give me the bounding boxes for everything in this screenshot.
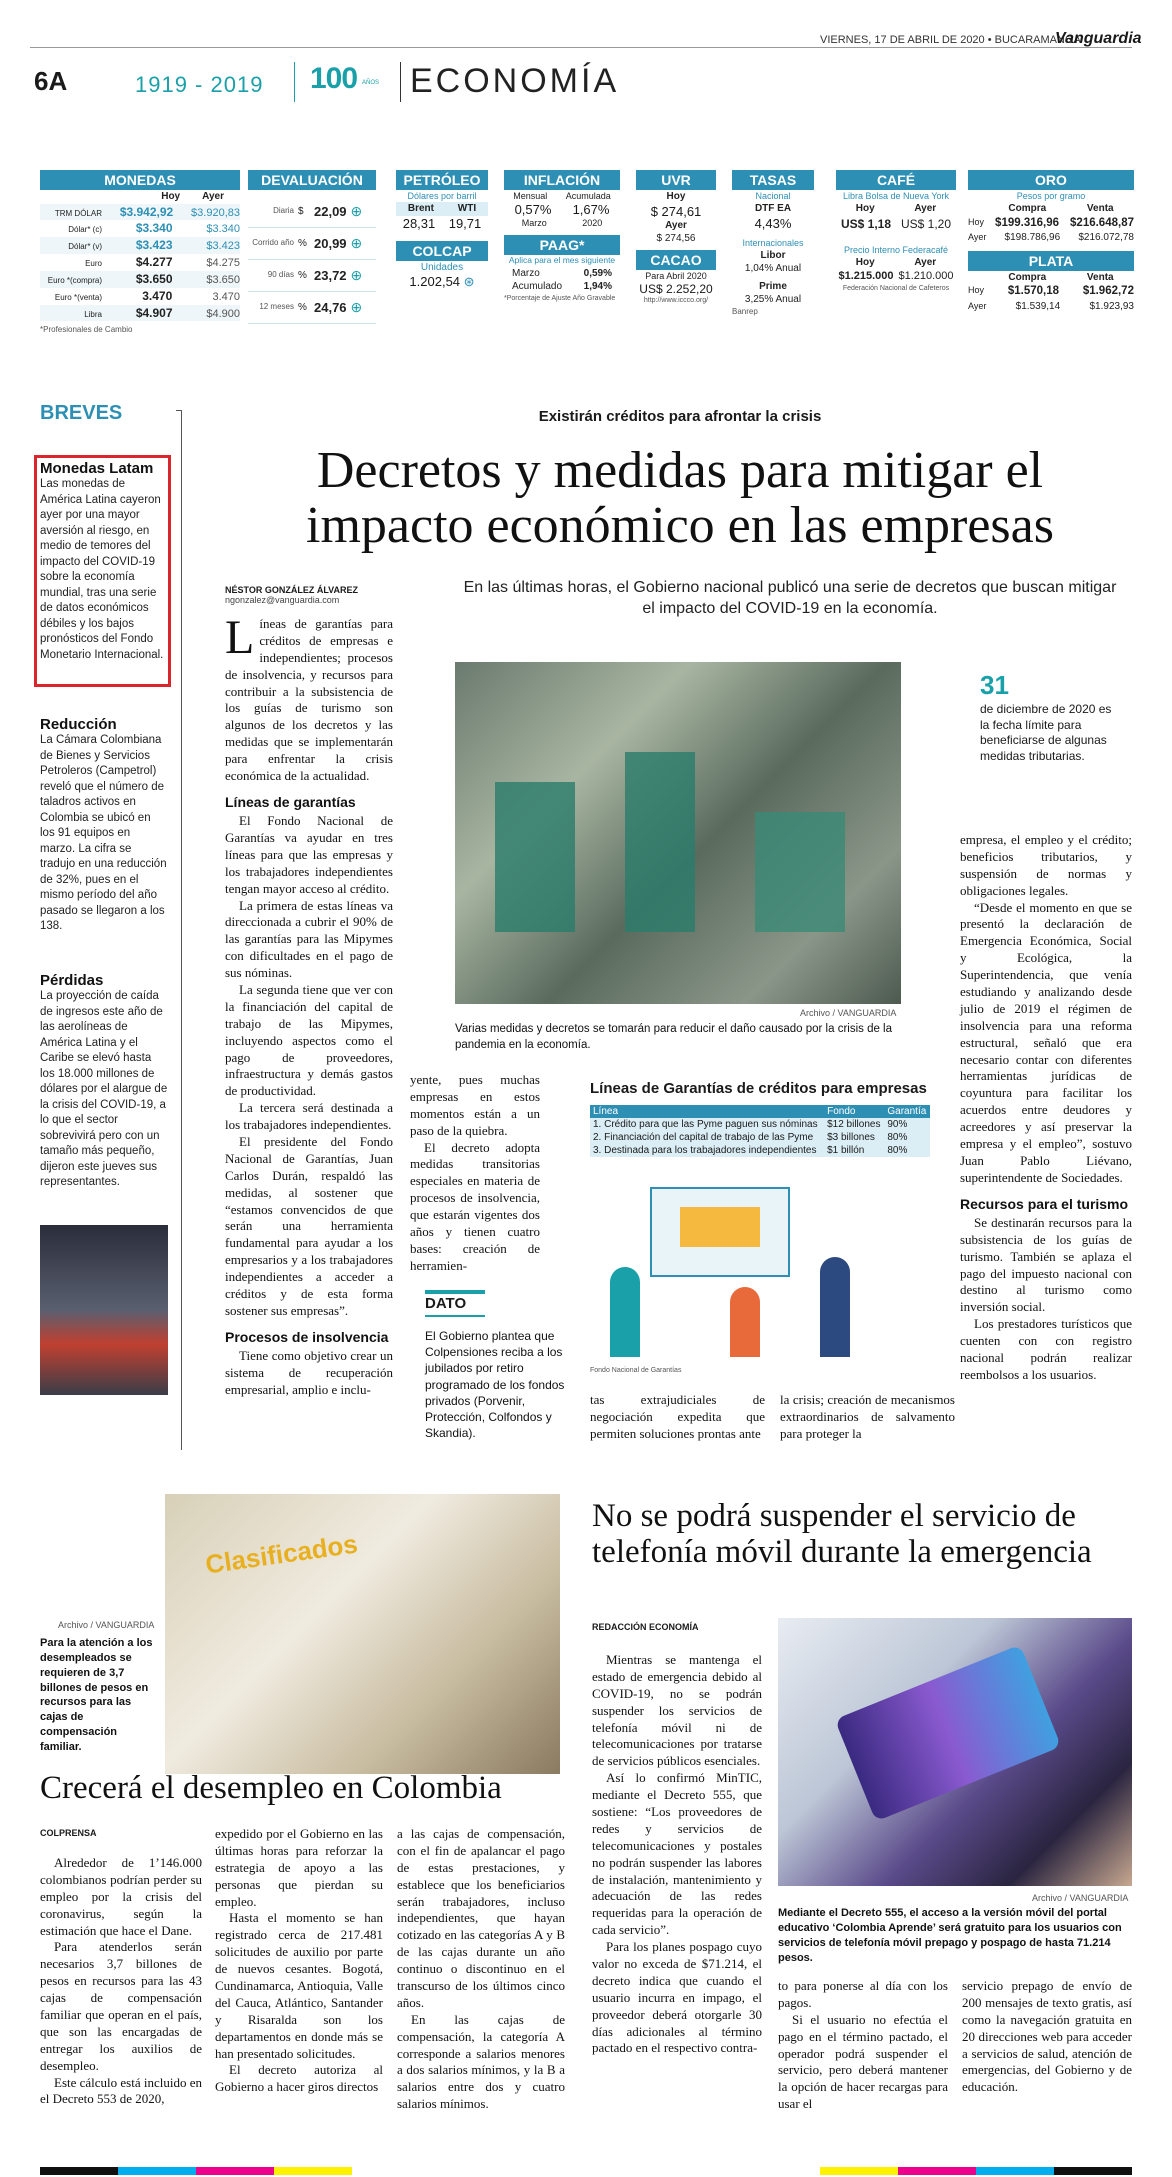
paragraph: El decreto adopta medidas transitorias especiales en materia de procesos de insolvencia, que estarán vigentes dos años y tienen cuatro bases: creación de herramien- [410,1139,540,1273]
story-col-5 [960,832,1132,1384]
cacao-value: US$ 2.252,20 [639,281,713,296]
anniversary-logo-sub: AÑOS [362,80,380,86]
breve-text: La proyección de caída de ingresos este año de las aerolíneas de América Latina y el Caribe se elevó hasta los 18.000 millones de dólares por el alargue de la crisis del COVID-19, a lo que el sector sobrevivirá pero con un tamaño más pequeño, dijeron este jueves sus representantes. [40,990,168,1189]
breve-title: Pérdidas [40,972,104,989]
devaluacion-label: Corrido año [252,238,294,248]
oro-venta-label: Venta [1086,203,1114,215]
currency-row [40,237,240,254]
anniversary-years: 1919 - 2019 [135,72,264,97]
smartphone-photo [778,1618,1132,1886]
plata-title: PLATA [968,251,1134,271]
breve-text: Las monedas de América Latina cayeron ayer por una mayor aversión al riesgo, en medio de temores del impacto del COVID-19 sobre la economía mundial, tras una serie de datos económicos débiles y los bajos pronósticos del Fondo Monetario Internacional. [40,478,164,661]
currency-row [40,305,240,322]
paag-r1-label: Marzo [512,267,540,279]
cell: 1. Crédito para que las Pyme paguen sus nóminas [593,1119,818,1130]
brent-label: Brent [407,203,434,215]
currency-ayer: $3.423 [206,240,240,253]
airplane-photo [40,1225,168,1395]
plata-hoy-venta: $1.962,72 [1082,285,1134,298]
paragraph: expedido por el Gobierno en las últimas horas para reforzar la estrategia de apoyo a las personas que pierdan su empleo. [215,1826,383,1909]
paragraph: La tercera será destinada a los trabajadores independientes. [225,1100,393,1133]
monedas-title: MONEDAS [40,170,240,190]
infographic-table [590,1105,930,1157]
dato-text: El Gobierno plantea que Colpensiones reciba a los jubilados por retiro programado de los fondos privados (Porvenir, Protección, Colfondos y Skandia). [425,1329,565,1441]
paragraph: a las cajas de compensación, con el fin de apalancar el pago de estas prestaciones, y establece que los beneficiarios serán trabajadores, incluso independientes, que hayan cotizado en las categorías A y B de las cajas durante un año continuo o discontinuo en el transcurso de los últimos cinco años. [397,1826,565,2010]
infographic-title: Líneas de Garantías de créditos para empresas [590,1080,927,1097]
desempleo-col-2 [215,1826,383,2096]
plata-hoy-label: Hoy [968,285,985,296]
devaluacion-value: 23,72 [314,267,347,283]
inflacion-col2: Acumulada [565,191,611,201]
inflacion-v1: 0,57% [514,202,552,218]
currency-ayer: $4.900 [206,307,240,320]
header-cell: Garantía [887,1106,927,1117]
telefonia-col-2 [778,1978,948,2113]
infographic-source: Fondo Nacional de Garantías [590,1367,682,1374]
photo-caption: Mediante el Decreto 555, el acceso a la versión móvil del portal educativo ‘Colombia Aprende’ será gratuito para los usuarios con servicios de telefonía móvil prepago y pospago de hasta 71.214 pesos. [778,1907,1122,1964]
paragraph: “Desde el momento en que se presentó la declaración de Emergencia Económica, Social y Ecológica, la Superintendencia, que venía estudiando y analizando desde julio de 2019 el régimen de insolvencia para una reforma estructural, señaló que era necesario contar con diferentes herramientas jurídicas de coyuntura para facilitar los acuerdos entre deudores y acreedores y así preservar la empresa y el empleo”, sostuvo Juan Pablo Liévano, superintendente de Sociedades. [960,899,1132,1185]
paragraph: yente, pues muchas empresas en estos momentos están a un paso de la quiebra. [410,1072,540,1138]
devaluacion-unit: % [298,269,307,281]
cell: 80% [887,1132,908,1143]
header-cell: Línea [593,1106,619,1117]
paragraph: En las cajas de compensación, la categoría A corresponde a salarios menores a dos salarios mínimos, y la B a salarios entre dos y cuatro salarios mínimos. [397,2011,565,2112]
story-col-3-bottom [590,1392,765,1443]
arrow-up-icon: ⊕ [350,203,363,220]
cafe-sub1: Libra Bolsa de Nueva York [842,191,950,201]
tasas-r3-name: Prime [759,280,787,292]
paragraph: La segunda tiene que ver con la financiación del capital de trabajo de las Mipymes, incluyendo aspectos como el pago de proveedores, infraestructura y demás gastos de productividad. [225,982,393,1099]
inflacion-title: INFLACIÓN [504,170,620,190]
petroleo-sub: Dólares por barril [407,191,477,201]
paragraph: Para los planes pospago cuyo valor no exceda de $71.214, el decreto indica que cuando el usuario incurra en impago, el proveedor deberá otorgarle 30 días adicionales al término pactado en el respectivo contra- [592,1939,762,2056]
breve-3 [40,972,168,1191]
fact-number: 31 [980,670,1009,700]
devaluacion-unit: $ [298,205,304,217]
breves-bracket [176,410,182,1450]
cafe-sub2: Precio Interno Federacafé [843,244,949,255]
plata-ayer-label: Ayer [968,300,987,311]
infographic-illustration [590,1167,930,1367]
monedas-note: *Profesionales de Cambio [40,325,133,335]
currency-row [40,254,240,271]
oro-ayer-compra: $198.786,96 [1004,232,1061,244]
fact-text: de diciembre de 2020 es la fecha límite para beneficiarse de algunas medidas tributarias. [980,702,1112,763]
currency-ayer: $3.340 [206,223,240,236]
cafe-ayer-label: Ayer [914,203,937,215]
plata-venta-label: Venta [1086,271,1114,283]
wti-value: 19,71 [448,215,482,231]
petroleo-title: PETRÓLEO [396,170,488,190]
paragraph: la crisis; creación de mecanismos extraordinarios de salvamento para proteger la [780,1392,955,1441]
oro-hoy-compra: $199.316,96 [995,216,1059,229]
paag-title: PAAG* [504,235,620,255]
currency-hoy: $4.277 [135,255,173,270]
paag-note: *Porcentaje de Ajuste Año Gravable [504,294,616,302]
plata-ayer-compra: $1.539,14 [1015,300,1061,312]
devaluacion-value: 20,99 [314,235,347,251]
paragraph: Se destinarán recursos para la subsistencia de los guías de turismo. También se aplaza el pago del impuesto nacional con destino al turismo como inversión social. [960,1214,1132,1315]
oro-hoy-venta: $216.648,87 [1070,216,1134,229]
cell: $1 billón [827,1145,865,1156]
drop-cap: L [225,611,255,664]
header-rule [30,47,1132,48]
ticker-monedas [40,170,240,336]
currency-label: Dólar* (v) [68,242,102,252]
ticker-uvr [636,170,716,305]
currency-hoy: $3.650 [135,271,173,286]
ticker-oro [968,170,1134,313]
byline-block [225,585,385,605]
paragraph: Mientras se mantenga el estado de emergencia debido al COVID-19, no se podrán suspender los servicios de telefonía móvil ni de telecomunicaciones por tratarse de servicios públicos esenciales. [592,1652,762,1769]
currency-ayer: $3.920,83 [191,206,240,219]
telefonia-col-3 [962,1978,1132,2096]
tasas-r2-value: 1,04% Anual [744,263,802,275]
inflacion-col1: Mensual [513,191,548,201]
currency-ayer: $4.275 [206,257,240,270]
dato-label: DATO [425,1295,467,1312]
oro-hoy-label: Hoy [968,216,985,227]
story-col-2 [410,1072,540,1275]
uvr-ayer: $ 274,56 [656,233,696,244]
cafe-note: Federación Nacional de Cafeteros [842,285,950,293]
paragraph: Para atenderlos serán necesarios 3,7 billones de pesos en recursos para las 43 cajas de compensación familiar que operan en el país, que son las encargadas de entregar los auxilios de desempleo. [40,1939,202,2073]
divider [294,62,295,102]
brand-logo: Vanguardia [1055,30,1142,47]
currency-hoy: 3.470 [142,288,173,303]
divider [400,62,401,102]
telefonia-col-1 [592,1652,762,2057]
anniversary-logo: 100 [310,62,358,95]
colcap-sub: Unidades [420,261,464,273]
paragraph: empresa, el empleo y el crédito; beneficios tributarios, y suspensión de normas y obligaciones legales. [960,832,1132,898]
page-number: 6A [34,66,68,96]
currency-ayer: 3.470 [212,290,240,303]
cell: 2. Financiación del capital de trabajo de las Pyme [593,1132,814,1143]
cacao-sub: Para Abril 2020 [645,270,707,281]
currency-row [40,288,240,305]
breve-title: Reducción [40,716,117,733]
cell: $3 billones [827,1132,875,1143]
uvr-ayer-label: Ayer [665,219,687,231]
cafe-title: CAFÉ [836,170,956,190]
story-kicker: Existirán créditos para afrontar la crisis [538,408,822,425]
paragraph: Este cálculo está incluido en el Decreto 553 de 2020, [40,2074,203,2107]
paag-r2-label: Acumulado [512,281,563,293]
paragraph: El presidente del Fondo Nacional de Garantías, Juan Carlos Durán, respaldó las medidas, al sostener que “estamos convencidos de que serán una herramienta fundamental para ayudar a los empresarios y a los trabajadores independientes a acceder a créditos y de esta forma sostener sus empresas”. [225,1134,393,1318]
devaluacion-value: 24,76 [314,299,347,315]
subhead-insolvencia: Procesos de insolvencia [225,1328,389,1345]
arrow-down-icon: ⊛ [463,274,475,290]
paragraph: Si el usuario no efectúa el pago en el término pactado, el operador podrá suspender el servicio, pero deberá mantener la opción de hacer recargas para usar el [778,2011,948,2112]
breve-2 [40,716,168,935]
currency-label: Euro *(compra) [47,275,102,285]
cafe-hoy-label-2: Hoy [855,256,875,268]
currency-hoy: $3.423 [135,238,173,253]
arrow-up-icon: ⊕ [350,299,363,316]
cafe-hoy1: US$ 1,18 [840,216,892,231]
photo-credit: Archivo / VANGUARDIA [1032,1893,1129,1903]
currency-hoy: $3.942,92 [119,204,174,219]
colcap-title: COLCAP [396,241,488,261]
devaluacion-label: 12 meses [259,302,294,312]
dato-rule [425,1290,485,1294]
photo-caption: Varias medidas y decretos se tomarán para reducir el daño causado por la crisis de la pandemia en la economía. [455,1023,893,1051]
devaluacion-label: 90 días [267,270,294,280]
inflacion-p1: Marzo [521,218,547,229]
cell: 3. Destinada para los trabajadores independientes [593,1145,817,1156]
ticker-devaluacion [248,170,376,324]
col-ayer: Ayer [202,191,224,202]
header-cell: Fondo [827,1106,856,1117]
col-hoy: Hoy [161,191,181,202]
paragraph: Los prestadores turísticos que cuenten con con registro nacional podrán realizar reembolsos a los usuarios. [960,1316,1132,1382]
devaluacion-label: Diaria [273,206,294,216]
photo-credit: Archivo / VANGUARDIA [800,1008,897,1018]
tasas-r2-name: Libor [760,249,786,261]
oro-ayer-venta: $216.072,78 [1078,232,1134,244]
cafe-ayer2: $1.210.000 [898,270,954,283]
currency-row [40,271,240,288]
paragraph: Hasta el momento se han registrado cerca de 217.481 solicitudes de auxilio por parte de nuevos cesantes. Bogotá, Cundinamarca, Antioquia, Valle del Cauca, Atlántico, Santander y Risaralda son los departamentos en donde más se han presentado solicitudes. [215,1910,383,2061]
byline: NÉSTOR GONZÁLEZ ÁLVAREZ [225,585,359,595]
cafe-hoy-label: Hoy [855,203,875,215]
currency-label: Euro *(venta) [54,292,102,302]
oro-title: ORO [968,170,1134,190]
tasas-r3-value: 3,25% Anual [744,294,802,306]
byline-email: ngonzalez@vanguardia.com [225,595,340,605]
devaluacion-unit: % [298,237,307,249]
tasas-r1-name: DTF EA [754,203,792,215]
photo-caption: Para la atención a los desempleados se requieren de 3,7 billones de pesos en recursos para las cajas de compensación familiar. [40,1637,153,1753]
cell: $12 billones [827,1119,881,1130]
oro-compra-label: Compra [1008,203,1047,215]
uvr-title: UVR [636,170,716,190]
desempleo-col-3 [397,1826,565,2113]
paragraph: Alrededor de 1’146.000 colombianos podrían perder su empleo por la crisis del coronavirus, según la estimación que hace el Dane. [40,1855,202,1938]
story-headline: Decretos y medidas para mitigar el impacto económico en las empresas [306,442,1054,554]
inflacion-p2: 2020 [582,218,603,229]
color-bar [40,2167,1132,2175]
plata-hoy-compra: $1.570,18 [1007,285,1059,298]
currency-row [40,204,240,221]
cafe-ayer1: US$ 1,20 [900,216,952,231]
cafe-ayer-label-2: Ayer [914,256,937,268]
paragraph: La primera de estas líneas va direccionada a cubrir el 90% de las garantías para las Mipymes con dificultades en el pago de sus nóminas. [225,897,393,981]
photo-credit: Archivo / VANGUARDIA [58,1620,155,1630]
paag-r2-value: 1,94% [583,281,612,293]
tasas-r2-label: Internacionales [742,237,804,248]
cell: 90% [887,1119,908,1130]
oro-ayer-label: Ayer [968,232,987,243]
devaluacion-row [248,228,376,260]
currency-label: TRM DÓLAR [54,208,102,218]
edition-date: VIERNES, 17 DE ABRIL DE 2020 • BUCARAMANGA [820,34,1081,46]
ticker-inflacion [504,170,620,303]
tasas-r1-value: 4,43% [754,215,792,231]
paragraph: Tiene como objetivo crear un sistema de recuperación empresarial, amplio e inclu- [225,1348,393,1397]
devaluacion-row [248,196,376,228]
devaluacion-value: 22,09 [314,203,347,219]
tasas-title: TASAS [732,170,814,190]
cafe-hoy2: $1.215.000 [838,270,894,283]
cell: 80% [887,1145,908,1156]
arrow-up-icon: ⊕ [350,267,363,284]
breve-title: Monedas Latam [40,460,154,477]
subhead-turismo: Recursos para el turismo [960,1195,1129,1212]
story-dek: En las últimas horas, el Gobierno nacional publicó una serie de decretos que buscan mitigar el impacto del COVID-19 en la economía. [463,579,1117,617]
ticker-petroleo [396,170,488,290]
arrow-up-icon: ⊕ [350,235,363,252]
ticker-cafe [836,170,956,294]
tasas-note: Banrep [732,306,758,316]
paragraph: servicio prepago de envío de 200 mensajes de texto gratis, así como la navegación gratuita en 20 direcciones web para acceder a servicios de salud, atención de emergencias, del Gobierno y de educación. [962,1978,1132,2095]
plata-compra-label: Compra [1008,271,1047,283]
dato-rule [425,1315,485,1317]
tasas-r1-label: Nacional [755,191,791,201]
paag-r1-value: 0,59% [583,267,612,279]
oro-sub: Pesos por gramo [1016,191,1086,201]
story-col-1 [225,611,393,1399]
devaluacion-row [248,292,376,324]
currency-row [40,220,240,237]
telefonia-byline: REDACCIÓN ECONOMÍA [592,1622,699,1632]
currency-label: Libra [84,309,102,319]
telefonia-headline: No se podrá suspender el servicio de telefonía móvil durante la emergencia [592,1498,1092,1571]
desempleo-col-1 [40,1855,202,2108]
colcap-value: 1.202,54 [409,274,461,290]
currency-hoy: $3.340 [135,221,173,236]
currency-ayer: $3.650 [206,273,240,286]
paragraph: El Fondo Nacional de Garantías va ayudar en tres líneas para que las empresas y los trabajadores independientes tengan mayor acceso al crédito. [225,813,393,896]
uvr-hoy-label: Hoy [666,191,686,202]
breve-text: La Cámara Colombiana de Bienes y Servicios Petroleros (Campetrol) reveló que el número de taladros activos en Colombia se ubicó en los 91 equipos en marzo. La cifra se tradujo en una reducción de 32%, pues en el mismo período del año pasado se llegaron a los 138. [40,734,167,933]
uvr-hoy: $ 274,61 [650,203,702,219]
currency-label: Dólar* (c) [68,225,102,235]
devaluacion-title: DEVALUACIÓN [248,170,376,190]
plata-ayer-venta: $1.923,93 [1089,300,1134,312]
breves-title: BREVES [40,402,123,424]
paag-sub: Aplica para el mes siguiente [508,255,616,266]
cacao-note: http://www.iccco.org/ [643,296,709,304]
devaluacion-unit: % [298,301,307,313]
paragraph: tas extrajudiciales de negociación expedita que permiten soluciones prontas ante [590,1392,765,1441]
paragraph: El decreto autoriza al Gobierno a hacer giros directos [215,2062,383,2095]
subhead-garantias: Líneas de garantías [225,793,356,810]
lead-paragraph: íneas de garantías para créditos de empresas e independientes; procesos de insolvencia, y recursos para contribuir a la subsistencia de los guías de turismo son algunos de los decretos y las medidas que se implementarán para enfrentar la crisis económica de la actualidad. [225,616,393,784]
paragraph: Así lo confirmó MinTIC, mediante el Decreto 555, que sostiene: “Los proveedores de redes y servicios de telecomunicaciones y postales no podrán suspender las labores de instalación, mantenimiento y adecuación de las redes requeridas para la operación de cada servicio”. [592,1770,762,1938]
infographic [590,1080,930,1374]
section-title: ECONOMÍA [410,62,620,100]
factory-photo [455,662,901,1004]
desempleo-headline: Crecerá el desempleo en Colombia [40,1770,502,1806]
currency-label: Euro [85,259,102,269]
currency-hoy: $4.907 [135,305,173,320]
story-col-4-bottom [780,1392,955,1443]
breve-1 [40,460,168,663]
brent-value: 28,31 [402,215,436,231]
paragraph: to para ponerse al día con los pagos. [778,1978,948,2010]
cacao-title: CACAO [636,250,716,270]
classifieds-photo: Clasificados [165,1494,560,1774]
inflacion-v2: 1,67% [572,202,610,218]
ticker-tasas [732,170,814,318]
devaluacion-row [248,260,376,292]
wti-label: WTI [457,203,477,215]
desempleo-byline: COLPRENSA [40,1828,97,1838]
